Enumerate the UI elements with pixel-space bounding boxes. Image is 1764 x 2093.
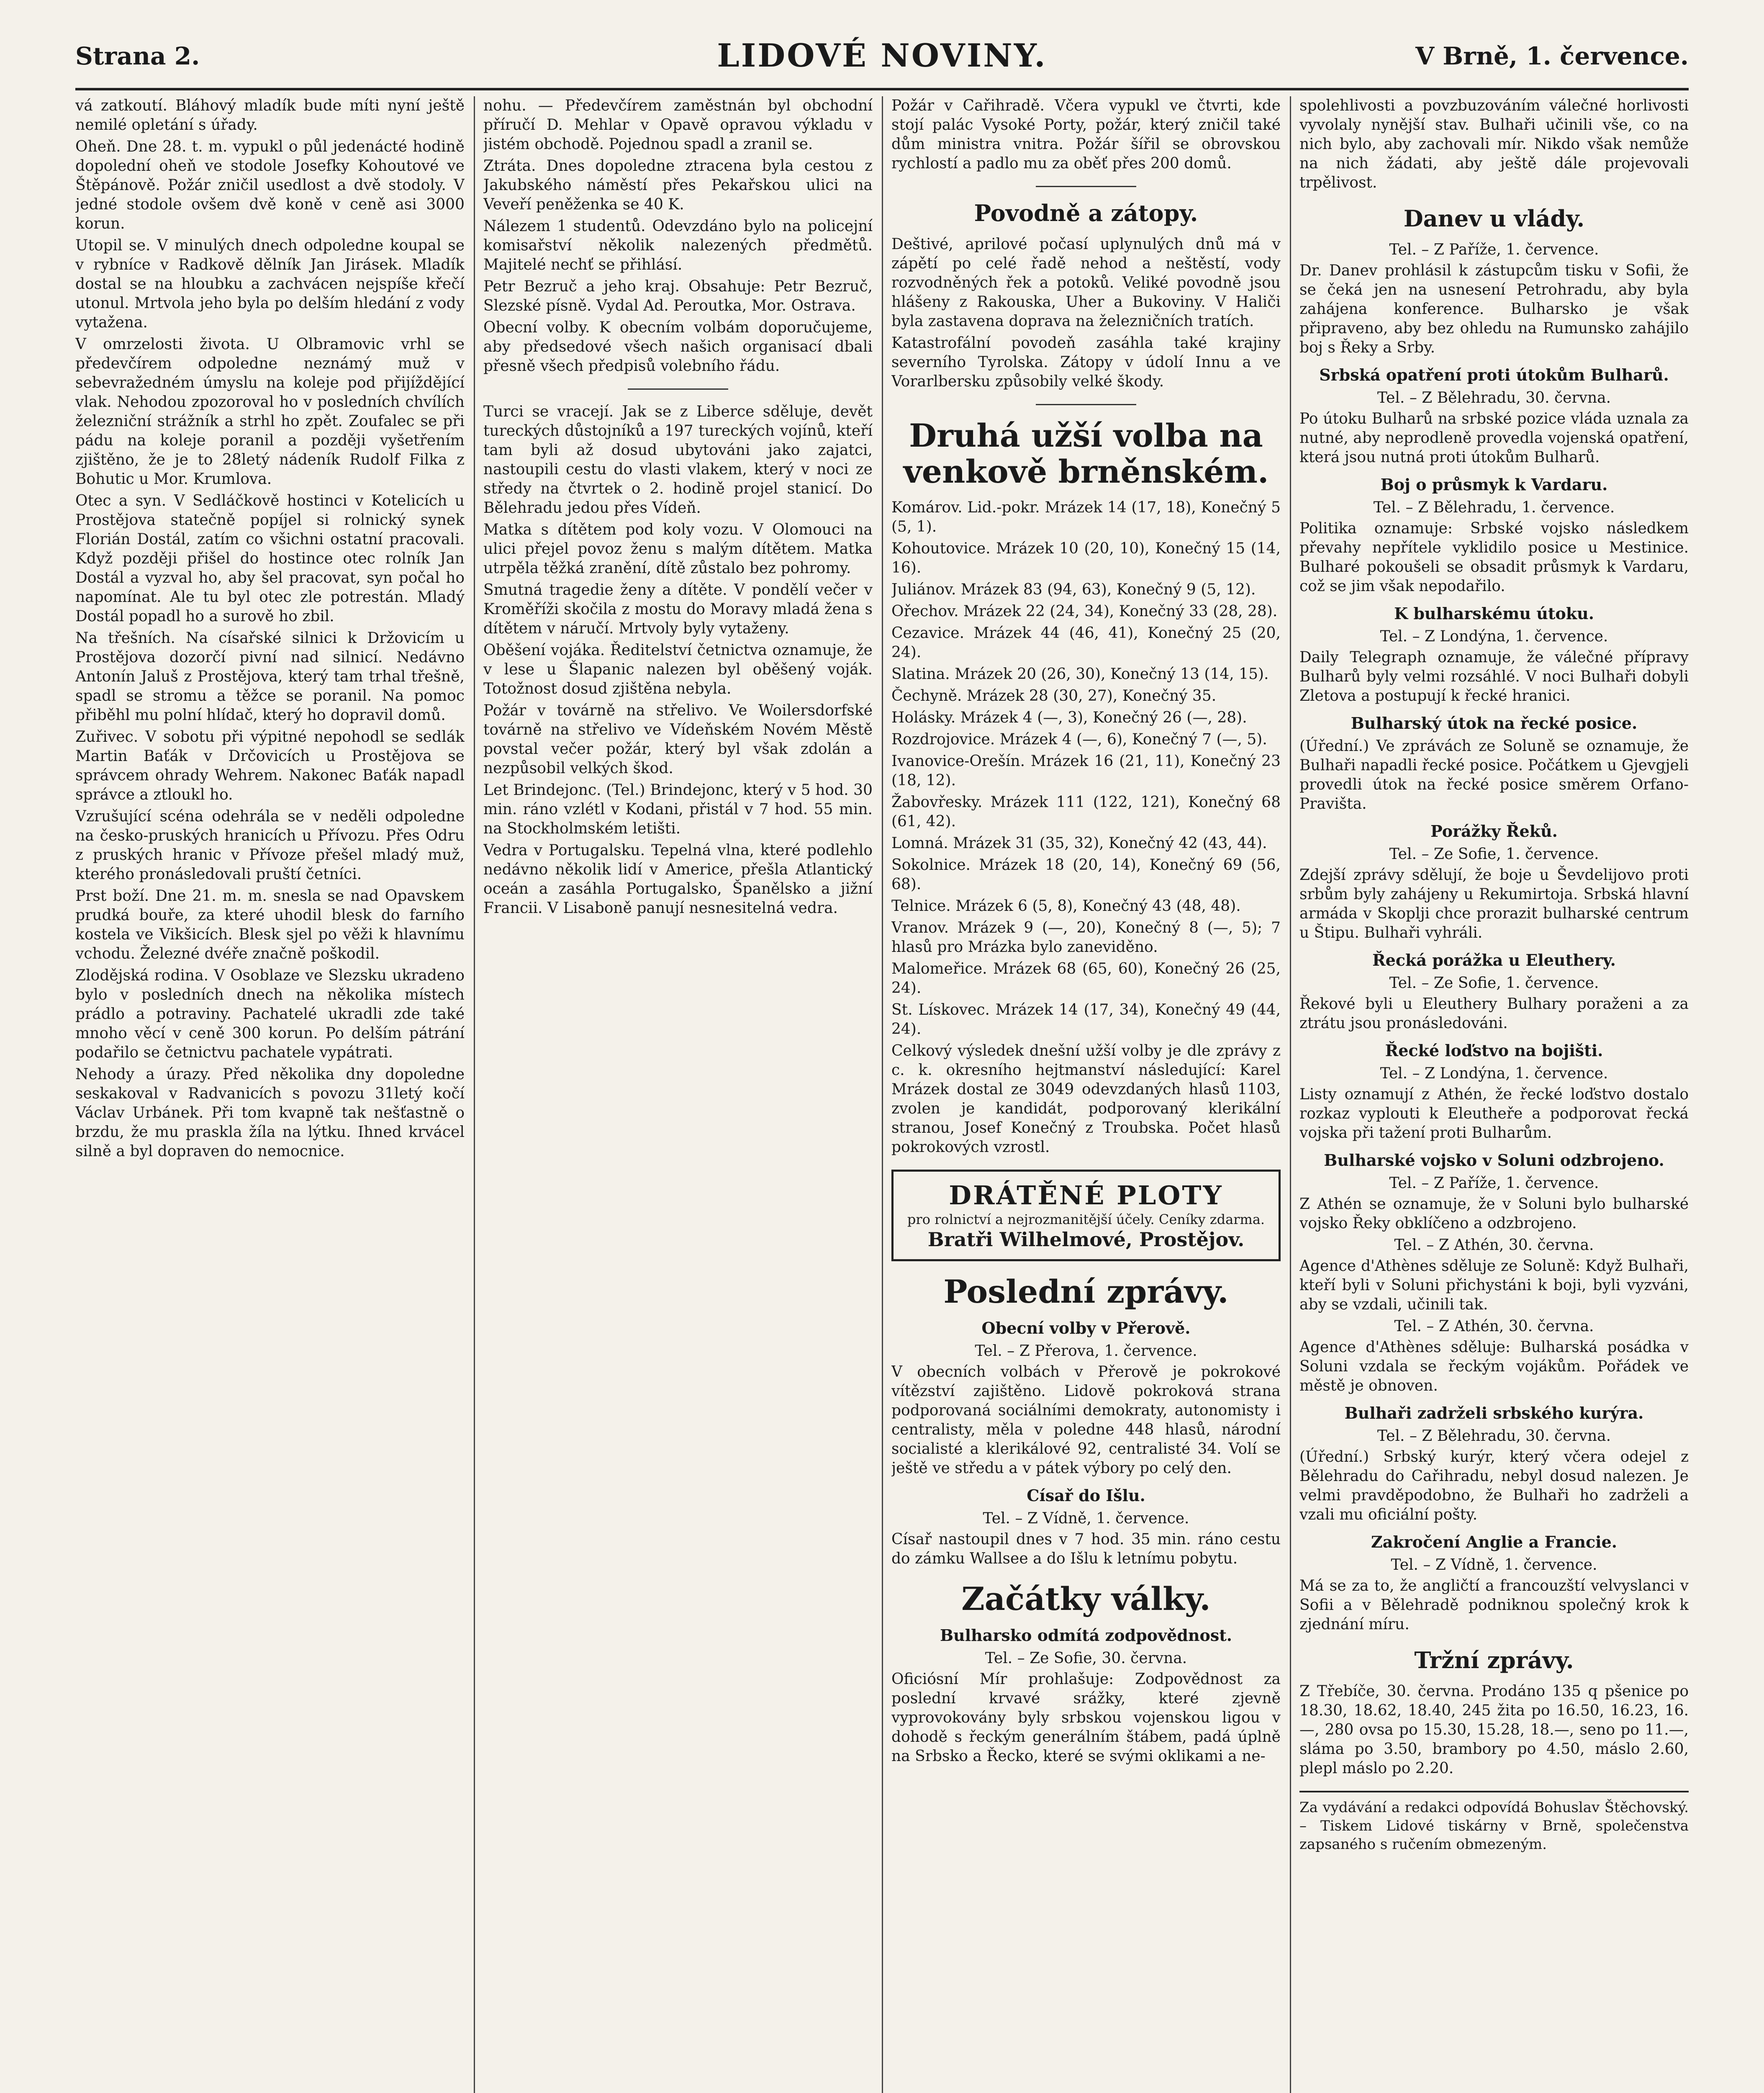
- article-paragraph: Deštivé, aprilové počasí uplynulých dnů má v zápětí po celé řadě nehod a neštěstí, vody rozvodněných řek a potoků. Veliké povodně jsou hlášeny z Rakouska, Uher a Bukoviny. V Haliči byla zastavena doprava na železničních tratích.: [891, 236, 1281, 330]
- dateline: Tel. – Z Londýna, 1. července.: [1380, 628, 1608, 645]
- dateline: Tel. – Z Bělehradu, 30. června.: [1377, 1427, 1611, 1445]
- article-paragraph: Zdejší zprávy sdělují, že boje u Ševdelijovo proti srbům byly zahájeny u Rekumirtoja. Srbská hlavní armáda v Skoplji chce prorazit bulharské centrum u Štipu. Bulhaři vyhráli.: [1299, 867, 1689, 941]
- dateline: Tel. – Z Vídně, 1. července.: [983, 1510, 1189, 1527]
- article-paragraph: Oficiósní Mír prohlašuje: Zodpovědnost za poslední krvavé srážky, které zjevně vyprovokovány byly srbskou vojenskou ligou v dohodě s řeckým generálním štábem, padá úplně na Srbsko a Řecko, které se svými oklikami a ne-: [891, 1671, 1281, 1765]
- headline-market-news: Tržní zprávy.: [1414, 1647, 1574, 1674]
- article-paragraph: Vedra v Portugalsku. Tepelná vlna, které podlehlo nedávno několik lidí v Americe, přešla Atlantický oceán a zasáhla Portugalsko, Španělsko a jižní Francii. V Lisaboně panují nesnesitelná vedra.: [483, 842, 873, 917]
- article-paragraph: Petr Bezruč a jeho kraj. Obsahuje: Petr Bezruč, Slezské písně. Vydal Ad. Peroutka, Mor. Ostrava.: [483, 278, 873, 314]
- article-paragraph: Let Brindejonc. (Tel.) Brindejonc, který v 5 hod. 30 min. ráno vzlétl v Kodani, přistál v 7 hod. 55 min. na Stockholmském letišti.: [483, 782, 873, 837]
- article-paragraph: Katastrofální povodeň zasáhla také krajiny severního Tyrolska. Zátopy v údolí Innu a ve Vorarlbersku způsobily velké škody.: [891, 334, 1281, 390]
- article-paragraph: Celkový výsledek dnešní užší volby je dle zprávy z c. k. okresního hejtmanství následující: Karel Mrázek dostal ze 3049 odevzdaných hlasů 1103, zvolen je kandidát, podporovaný klerikální stranou, Josef Konečný z Troubska. Počet hlasů pokrokových vzrostl.: [891, 1042, 1281, 1156]
- article-paragraph: Agence d'Athènes sděluje: Bulharská posádka v Soluni vzdala se řeckým vojákům. Pořádek ve městě je obnoven.: [1299, 1339, 1689, 1394]
- dateline: Tel. – Z Bělehradu, 30. června.: [1377, 389, 1611, 406]
- dateline: Tel. – Z Bělehradu, 1. července.: [1373, 499, 1615, 516]
- column-3: [891, 96, 1281, 2093]
- masthead: [75, 25, 1689, 90]
- article-paragraph: nohu. — Předevčírem zaměstnán byl obchodní příručí D. Mehlar v Opavě opravou výkladu v jistém obchodě. Pojednou spadl a zranil se.: [483, 97, 873, 153]
- article-paragraph: Utopil se. V minulých dnech odpoledne koupal se v rybníce v Radkově dělník Jan Jirásek. Mladík dostal se na hloubku a zachvácen nejspíše křečí utonul. Mrtvola jeho byla po delším hledání z vody vytažena.: [75, 237, 465, 331]
- ad-text: pro rolnictví a nejrozmanitější účely. Ceníky zdarma.: [907, 1211, 1265, 1227]
- result-row: Holásky. Mrázek 4 (—, 3), Konečný 26 (—, 28).: [891, 709, 1247, 726]
- article-paragraph: Turci se vracejí. Jak se z Liberce sděluje, devět tureckých důstojníků a 197 tureckých vojínů, kteří tam byli až dosud ubytováni jako zajatci, nastoupili cestu do vlasti vlakem, který v noci ze středy na čtvrtek o 2. hodině projel stanicí. Do Bělehradu jedou přes Vídeň.: [483, 403, 873, 517]
- column-rule: [1290, 96, 1291, 2093]
- article-paragraph: Dr. Danev prohlásil k zástupcům tisku v Sofii, že se čeká jen na usnesení Petrohradu, aby byla zahájena konference. Bulharsko je však připraveno, aby bez ohledu na Rumunsko zahájilo boj s Řeky a Srby.: [1299, 262, 1689, 356]
- subheadline: Srbská opatření proti útokům Bulharů.: [1319, 365, 1669, 384]
- ad-company: Bratři Wilhelmové, Prostějov.: [927, 1228, 1245, 1251]
- dateline: Tel. – Ze Sofie, 1. července.: [1389, 846, 1599, 863]
- column-1: [75, 96, 465, 2093]
- headline: Danev u vlády.: [1403, 205, 1585, 232]
- article-paragraph: Požár v továrně na střelivo. Ve Woilersdorfské továrně na střelivo ve Vídeňském Novém Městě povstal večer požár, který byl však zdolán a nezpůsobil velkých škod.: [483, 702, 873, 777]
- newspaper-title: LIDOVÉ NOVINY.: [717, 37, 1047, 74]
- headline-war-beginnings: Začátky války.: [961, 1580, 1211, 1617]
- article-paragraph: Řekové byli u Eleuthery Bulhary poraženi a za ztrátu jsou pronásledováni.: [1299, 995, 1689, 1032]
- dateline: Tel. – Z Paříže, 1. července.: [1389, 241, 1599, 258]
- article-paragraph: Matka s dítětem pod koly vozu. V Olomouci na ulici přejel povoz ženu s malým dítětem. Matka utrpěla těžká zranění, dítě zůstalo bez pohromy.: [483, 521, 873, 577]
- headline-floods: Povodně a zátopy.: [974, 200, 1198, 226]
- article-paragraph: Požár v Cařihradě. Včera vypukl ve čtvrti, kde stojí palác Vysoké Porty, požár, který zničil také dům ministra vnitra. Požár šířil se obrovskou rychlostí a padlo mu za oběť přes 200 domů.: [891, 97, 1281, 172]
- newspaper-page: [75, 25, 1689, 2093]
- result-row: Čechyně. Mrázek 28 (30, 27), Konečný 35.: [891, 687, 1217, 705]
- result-row: Sokolnice. Mrázek 18 (20, 14), Konečný 69 (56, 68).: [891, 856, 1281, 893]
- issue-date: V Brně, 1. července.: [1415, 42, 1689, 70]
- headline-latest-news: Poslední zprávy.: [943, 1273, 1229, 1310]
- subheadline: Řecká porážka u Eleuthery.: [1372, 951, 1616, 969]
- dateline: Tel. – Z Athén, 30. června.: [1394, 1318, 1594, 1335]
- column-4: [1299, 96, 1689, 2093]
- article-paragraph: Z Třebíče, 30. června. Prodáno 135 q pšenice po 18.30, 18.62, 18.40, 245 žita po 16.50, 16.23, 16.—, 280 ovsa po 15.30, 15.28, 18.—, seno po 11.—, sláma po 3.50, brambory po 4.50, máslo 2.60, plepl máslo po 2.20.: [1299, 1683, 1689, 1777]
- divider: [628, 388, 728, 390]
- result-row: Juliánov. Mrázek 83 (94, 63), Konečný 9 (5, 12).: [891, 581, 1256, 598]
- subheadline: Zakročení Anglie a Francie.: [1371, 1532, 1618, 1551]
- result-row: Cezavice. Mrázek 44 (46, 41), Konečný 25 (20, 24).: [891, 625, 1281, 661]
- columns: [75, 96, 1689, 2093]
- article-paragraph: Nehody a úrazy. Před několika dny dopoledne seskakoval v Radvanicích s povozu 31letý kočí Václav Urbánek. Při tom kvapně tak nešťastně o brzdu, že mu praskla žíla na lýtku. Ihned krvácel silně a byl dopraven do nemocnice.: [75, 1066, 465, 1160]
- article-paragraph: Má se za to, že angličtí a francouzští velvyslanci v Sofii a v Bělehradě podniknou společný krok k zjednání míru.: [1299, 1577, 1689, 1633]
- result-row: Komárov. Lid.-pokr. Mrázek 14 (17, 18), Konečný 5 (5, 1).: [891, 499, 1281, 535]
- subheadline: Bulharsko odmítá zodpovědnost.: [940, 1626, 1232, 1645]
- subheadline: Bulhaři zadrželi srbského kurýra.: [1344, 1404, 1644, 1422]
- article-paragraph: Ztráta. Dnes dopoledne ztracena byla cestou z Jakubského náměstí přes Pekařskou ulici na Veveří peněženka se 40 K.: [483, 157, 873, 213]
- article-paragraph: Po útoku Bulharů na srbské pozice vláda uznala za nutné, aby neprodleně provedla vojenská opatření, která jsou nutná proti útokům Bulharů.: [1299, 410, 1689, 466]
- article-paragraph: Zlodějská rodina. V Osoblaze ve Slezsku ukradeno bylo v posledních dnech na několika místech prádlo a potraviny. Pachatelé ukradli zde také mnoho věcí v ceně 300 korun. Po delším pátrání podařilo se četnictvu pachatele vypátrati.: [75, 967, 465, 1061]
- advertisement: [891, 1170, 1281, 1261]
- article-paragraph: Agence d'Athènes sděluje ze Soluně: Když Bulhaři, kteří byli v Soluni přichystáni k boji, byli vyzváni, aby se vzdali, učinili tak.: [1299, 1257, 1689, 1313]
- result-row: Žabovřesky. Mrázek 111 (122, 121), Konečný 68 (61, 42).: [891, 794, 1281, 830]
- article-paragraph: Oběšení vojáka. Ředitelství četnictva oznamuje, že v lese u Šlapanic nalezen byl oběšený voják. Totožnost dosud zjištěna nebyla.: [483, 642, 873, 697]
- article-paragraph: Vzrušující scéna odehrála se v neděli odpoledne na česko-pruských hranicích u Přívozu. Přes Odru z pruských hranic v Přívoze přešel mladý muž, kterého pronásledovali pruští četníci.: [75, 808, 465, 883]
- article-paragraph: Prst boží. Dne 21. m. m. snesla se nad Opavskem prudká bouře, za které uhodil blesk do farního kostela ve Vikšicích. Blesk sjel po věži k hlavnímu vchodu. Železné dvéře značně poškodil.: [75, 887, 465, 962]
- dateline: Tel. – Z Přerova, 1. července.: [975, 1342, 1197, 1360]
- article-paragraph: Politika oznamuje: Srbské vojsko následkem převahy nepřítele vyklidilo posice u Mestinice. Bulharé pokoušeli se obsadit průsmyk k Vardaru, což se jim však nepodařilo.: [1299, 520, 1689, 595]
- subheadline: Bulharské vojsko v Soluni odzbrojeno.: [1324, 1151, 1664, 1170]
- dateline: Tel. – Z Londýna, 1. července.: [1380, 1065, 1608, 1082]
- column-rule: [474, 96, 475, 2093]
- article-paragraph: Císař nastoupil dnes v 7 hod. 35 min. ráno cestu do zámku Wallsee a do Išlu k letnímu pobytu.: [891, 1531, 1281, 1567]
- article-paragraph: V omrzelosti života. U Olbramovic vrhl se předevčírem odpoledne neznámý muž v sebevražedném úmyslu na koleje pod přijíždějící vlak. Nehodou zpozoroval ho v posledních chvílích železniční strážník a strhl ho zpět. Zoufalec se při pádu na koleje poranil a později vyšetřením zjištěno, že je to 28letý nádeník Rudolf Filka z Bohutic u Mor. Krumlova.: [75, 336, 465, 488]
- result-row: Vranov. Mrázek 9 (—, 20), Konečný 8 (—, 5); 7 hlasů pro Mrázka bylo zaneviděno.: [891, 919, 1281, 956]
- dateline: Tel. – Ze Sofie, 30. června.: [985, 1650, 1187, 1667]
- page-number: Strana 2.: [75, 42, 200, 70]
- result-row: Ořechov. Mrázek 22 (24, 34), Konečný 33 (28, 28).: [891, 603, 1278, 620]
- article-paragraph: Oheň. Dne 28. t. m. vypukl o půl jedenácté hodině dopolední oheň ve stodole Josefky Kohoutové ve Štěpánově. Požár zničil usedlost a dvě stodoly. V jedné stodole ovšem dvě koně v ceně asi 3000 korun.: [75, 138, 465, 232]
- headline-runoff-election: Druhá užší volba na venkově brněnském.: [903, 417, 1269, 490]
- divider: [1036, 404, 1136, 405]
- dateline: Tel. – Z Vídně, 1. července.: [1391, 1556, 1597, 1574]
- ad-title: DRÁTĚNÉ PLOTY: [949, 1180, 1223, 1211]
- column-2: [483, 96, 873, 2093]
- article-paragraph: (Úřední.) Srbský kurýr, který včera odejel z Bělehradu do Cařihradu, nebyl dosud nalezen. Je velmi pravděpodobno, že Bulhaři ho zadrželi a vzali mu oficiální pošty.: [1299, 1448, 1689, 1523]
- result-row: Kohoutovice. Mrázek 10 (20, 10), Konečný 15 (14, 16).: [891, 540, 1281, 576]
- imprint: Za vydávání a redakci odpovídá Bohuslav Štěchovský. – Tiskem Lidové tiskárny v Brně, společenstva zapsaného s ručením obmezeným.: [1299, 1791, 1689, 1854]
- article-paragraph: Obecní volby. K obecním volbám doporučujeme, aby předsedové všech našich organisací dbali přesně všech předpisů volebního řádu.: [483, 319, 873, 375]
- article-paragraph: Na třešních. Na císařské silnici k Držovicím u Prostějova dozorčí pivní nad silnicí. Nedávno Antonín Jaluš z Prostějova, který tam trhal třešně, spadl se stromu a těžce se poranil. Na pomoc přiběhl mu polní hlídač, který ho dopravil domů.: [75, 630, 465, 724]
- result-row: St. Lískovec. Mrázek 14 (17, 34), Konečný 49 (44, 24).: [891, 1001, 1281, 1038]
- dateline: Tel. – Z Athén, 30. června.: [1394, 1237, 1594, 1254]
- article-paragraph: Daily Telegraph oznamuje, že válečné přípravy Bulharů byly velmi rozsáhlé. V noci Bulhaři dobyli Zletova a postupují k řecké hranici.: [1299, 649, 1689, 705]
- divider: [1036, 186, 1136, 187]
- result-row: Rozdrojovice. Mrázek 4 (—, 6), Konečný 7 (—, 5).: [891, 731, 1267, 748]
- column-rule: [882, 96, 883, 2093]
- subheadline: Řecké loďstvo na bojišti.: [1385, 1041, 1603, 1060]
- article-paragraph: vá zatkoutí. Bláhový mladík bude míti nyní ještě nemilé opletání s úřady.: [75, 97, 465, 134]
- result-row: Lomná. Mrázek 31 (35, 32), Konečný 42 (43, 44).: [891, 835, 1267, 852]
- dateline: Tel. – Ze Sofie, 1. července.: [1389, 975, 1599, 992]
- result-row: Ivanovice-Orešín. Mrázek 16 (21, 11), Konečný 23 (18, 12).: [891, 753, 1281, 789]
- article-paragraph: (Úřední.) Ve zprávách ze Soluně se oznamuje, že Bulhaři napadli řecké posice. Počátkem u Gjevgjeli provedli útok na řecké posice směrem Orfano-Pravišta.: [1299, 738, 1689, 813]
- article-paragraph: Smutná tragedie ženy a dítěte. V pondělí večer v Kroměříži skočila z mostu do Moravy mladá žena s dítětem v náručí. Mrtvoly byly vytaženy.: [483, 581, 873, 637]
- result-row: Slatina. Mrázek 20 (26, 30), Konečný 13 (14, 15).: [891, 666, 1269, 683]
- article-paragraph: Z Athén se oznamuje, že v Soluni bylo bulharské vojsko Řeky obklíčeno a odzbrojeno.: [1299, 1196, 1689, 1232]
- subheadline: Boj o průsmyk k Vardaru.: [1380, 475, 1608, 494]
- article-paragraph: V obecních volbách v Přerově je pokrokové vítězství zajištěno. Lidově pokroková strana podporovaná sociálními demokraty, autonomisty i centralisty, měla v poledne 448 hlasů, národní socialisté a klerikálové 92, centralisté 34. Volí se ještě ve středu a v pátek výbory po celý den.: [891, 1363, 1281, 1477]
- article-paragraph: Otec a syn. V Sedláčkově hostinci v Kotelicích u Prostějova statečně popíjel si rolnický synek Florián Dostál, zatím co všichni ostatní pracovali. Když později přišel do hostince otec rolník Jan Dostál a vyzval ho, aby šel pracovat, syn počal ho napomínat. Ale tu byl otec zle potrestán. Mladý Dostál popadl ho a surově ho zbil.: [75, 492, 465, 625]
- election-results: [891, 498, 1281, 1039]
- subheadline: Císař do Išlu.: [1027, 1486, 1145, 1505]
- subheadline: Porážky Řeků.: [1430, 822, 1558, 841]
- dateline: Tel. – Z Paříže, 1. července.: [1389, 1175, 1599, 1192]
- result-row: Telnice. Mrázek 6 (5, 8), Konečný 43 (48, 48).: [891, 897, 1241, 915]
- article-paragraph: Nálezem 1 studentů. Odevzdáno bylo na policejní komisařství několik nalezených předmětů. Majitelé nechť se přihlásí.: [483, 218, 873, 273]
- article-paragraph: Zuřivec. V sobotu při výpitné nepohodl se sedlák Martin Baťák v Drčovicích u Prostějova se správcem ohrady Wehrem. Nakonec Baťák napadl správce a ztloukl ho.: [75, 728, 465, 803]
- result-row: Malomeřice. Mrázek 68 (65, 60), Konečný 26 (25, 24).: [891, 960, 1281, 997]
- subheadline: Bulharský útok na řecké posice.: [1351, 714, 1638, 733]
- article-paragraph: Listy oznamují z Athén, že řecké loďstvo dostalo rozkaz vyplouti k Eleutheře a podporovat řecká vojska při tažení proti Bulharům.: [1299, 1086, 1689, 1142]
- article-paragraph: spolehlivosti a povzbuzováním válečné horlivosti vyvolaly nynější stav. Bulhaři učinili vše, co na nich bylo, aby zachovali mír. Nikdo však nemůže na nich žádati, aby ještě dále projevovali trpělivost.: [1299, 97, 1689, 191]
- subheadline: K bulharskému útoku.: [1394, 604, 1594, 623]
- subheadline: Obecní volby v Přerově.: [981, 1319, 1191, 1337]
